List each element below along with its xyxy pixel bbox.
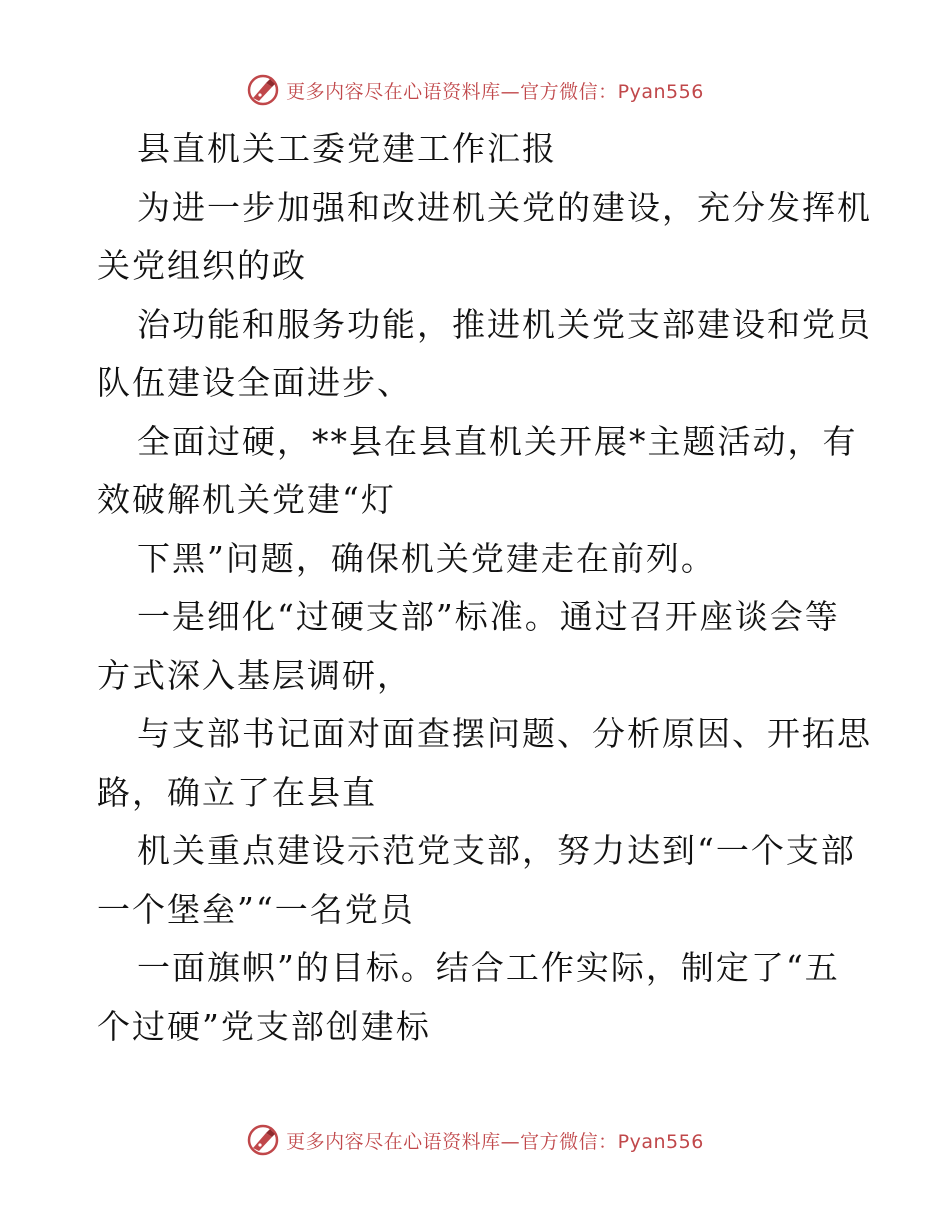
document-body xyxy=(97,120,872,1056)
text-line: 全面过硬，**县在县直机关开展*主题活动，有 xyxy=(137,421,858,461)
text-line: 为进一步加强和改进机关党的建设，充分发挥机 xyxy=(137,187,872,227)
text-line: 方式深入基层调研， xyxy=(97,655,412,695)
header-watermark xyxy=(0,70,950,110)
text-line: 队伍建设全面进步、 xyxy=(97,363,412,402)
watermark-text: 更多内容尽在心语资料库—官方微信：Pyan556 xyxy=(286,1130,704,1153)
text-line: 下黑”问题，确保机关党建走在前列。 xyxy=(137,538,716,578)
text-line: 一是细化“过硬支部”标准。通过召开座谈会等 xyxy=(137,597,840,636)
text-line: 治功能和服务功能，推进机关党支部建设和党员 xyxy=(137,304,872,344)
text-line: 机关重点建设示范党支部，努力达到“一个支部 xyxy=(137,831,856,870)
text-line: 一个堡垒”“一名党员 xyxy=(97,889,415,929)
text-line: 效破解机关党建“灯 xyxy=(97,480,396,519)
watermark-text: 更多内容尽在心语资料库—官方微信：Pyan556 xyxy=(286,80,704,103)
text-line: 个过硬”党支部创建标 xyxy=(97,1006,431,1046)
text-line: 一面旗帜”的目标。结合工作实际，制定了“五 xyxy=(137,948,840,987)
text-line: 路，确立了在县直 xyxy=(97,772,377,812)
text-line: 与支部书记面对面查摆问题、分析原因、开拓思 xyxy=(137,714,872,753)
text-line: 关党组织的政 xyxy=(97,246,307,285)
pen-nib-icon xyxy=(246,73,280,107)
document-title: 县直机关工委党建工作汇报 xyxy=(137,129,557,168)
footer-watermark xyxy=(0,1120,950,1160)
pen-nib-icon xyxy=(246,1123,280,1157)
